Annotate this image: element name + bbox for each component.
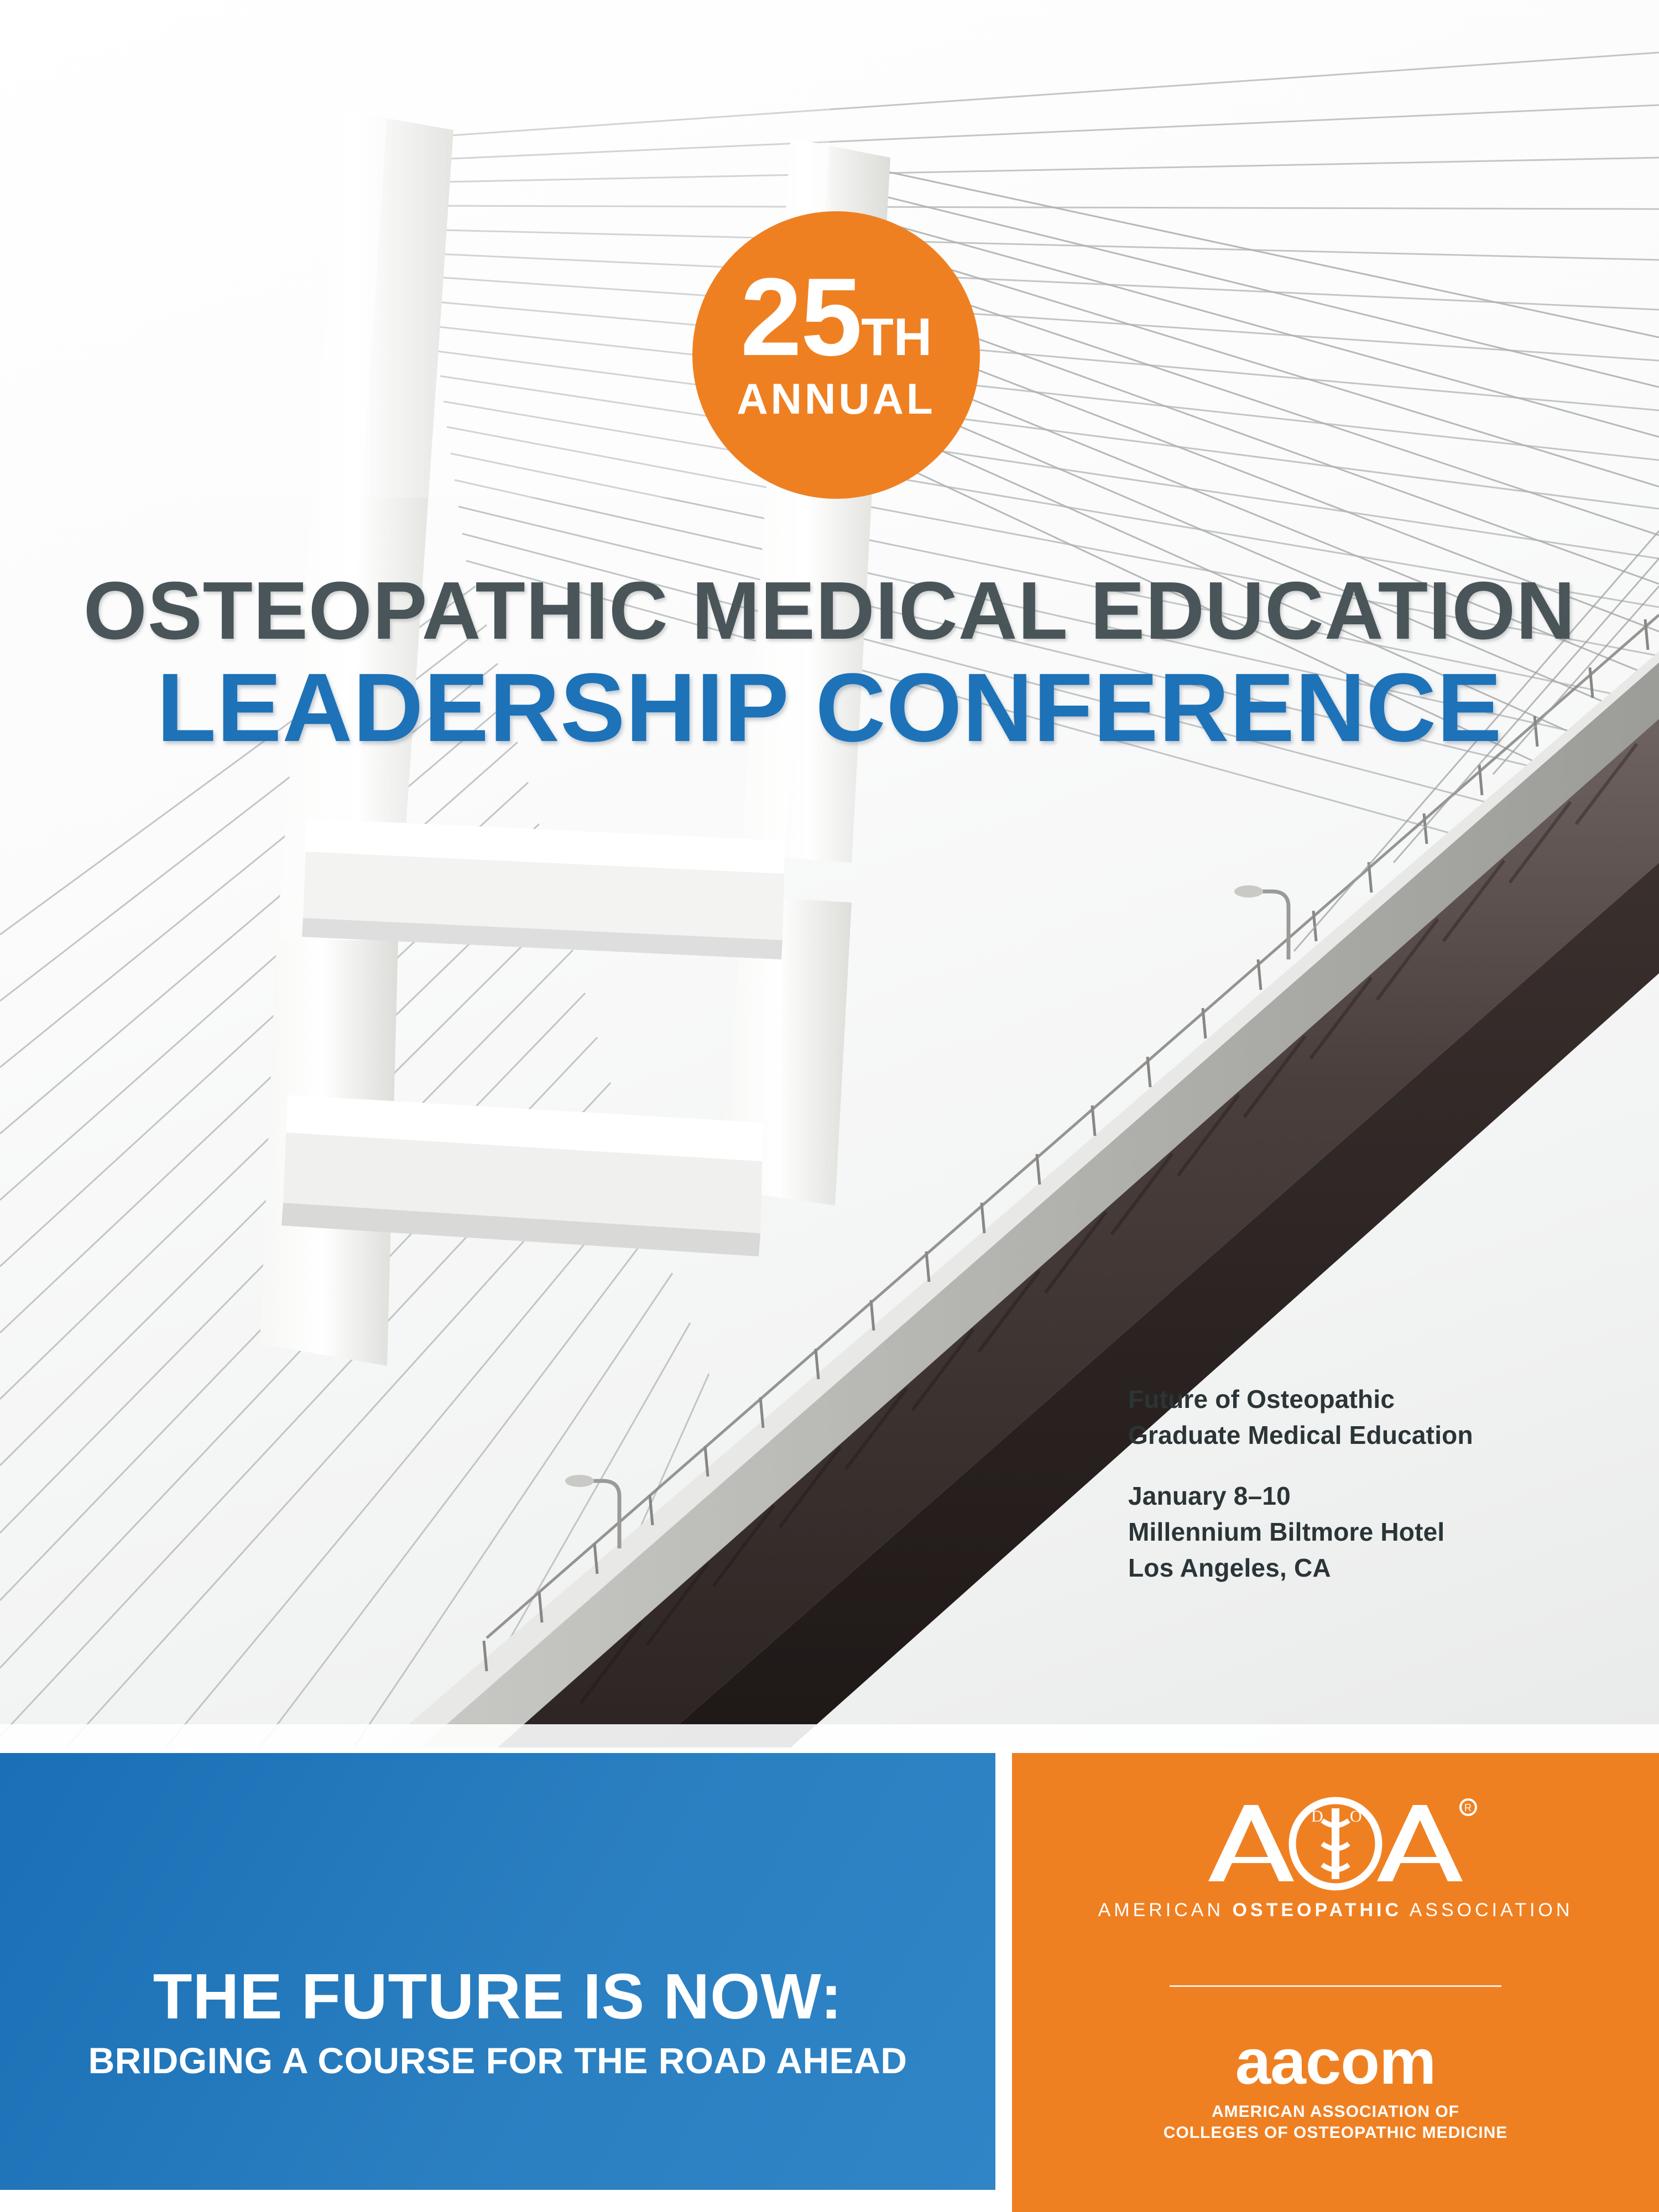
logo-divider [1170, 1985, 1501, 1987]
tagline-sub: BRIDGING A COURSE FOR THE ROAD AHEAD [88, 2039, 907, 2081]
event-details [1128, 1381, 1559, 1587]
badge-number [692, 255, 980, 379]
conference-title-block [0, 565, 1659, 762]
footer-bar [0, 1753, 1659, 2212]
anniversary-badge [692, 211, 980, 499]
svg-text:O: O [1350, 1807, 1362, 1825]
aacom-wordmark: aacom [1235, 2026, 1436, 2098]
aacom-subtitle-line2: COLLEGES OF OSTEOPATHIC MEDICINE [1163, 2124, 1508, 2142]
tagline-main: THE FUTURE IS NOW: [153, 1960, 843, 2032]
event-city: Los Angeles, CA [1128, 1553, 1331, 1583]
aoa-logo-mark [1192, 1793, 1479, 1892]
aoa-caption-part3: ASSOCIATION [1402, 1900, 1573, 1921]
aoa-caption-part2: OSTEOPATHIC [1232, 1900, 1402, 1921]
event-venue: Millennium Biltmore Hotel [1128, 1517, 1445, 1546]
svg-text:D: D [1311, 1807, 1323, 1825]
logos-panel [1012, 1753, 1659, 2212]
aoa-logo [1012, 1793, 1659, 1921]
tagline-panel [0, 1753, 995, 2190]
aoa-monogram-icon [1192, 1793, 1479, 1892]
aoa-logo-caption [1012, 1900, 1659, 1921]
aacom-subtitle-line1: AMERICAN ASSOCIATION OF [1212, 2103, 1459, 2121]
event-date: January 8–10 [1128, 1481, 1291, 1510]
aacom-subtitle [1012, 2101, 1659, 2144]
svg-text:R: R [1464, 1802, 1472, 1813]
badge-annual-label: ANNUAL [737, 374, 936, 423]
aoa-caption-part1: AMERICAN [1098, 1900, 1233, 1921]
details-spacer [1128, 1454, 1559, 1478]
aacom-logo [1012, 2026, 1659, 2144]
theme-line-1: Future of Osteopathic [1128, 1385, 1395, 1413]
theme-line-2: Graduate Medical Education [1128, 1421, 1473, 1450]
badge-number-value: 25 [740, 255, 862, 379]
badge-ordinal: TH [861, 307, 932, 367]
tagline-block [0, 1960, 995, 2081]
title-line-secondary: LEADERSHIP CONFERENCE [156, 653, 1503, 762]
title-line-primary: OSTEOPATHIC MEDICAL EDUCATION [83, 565, 1576, 656]
